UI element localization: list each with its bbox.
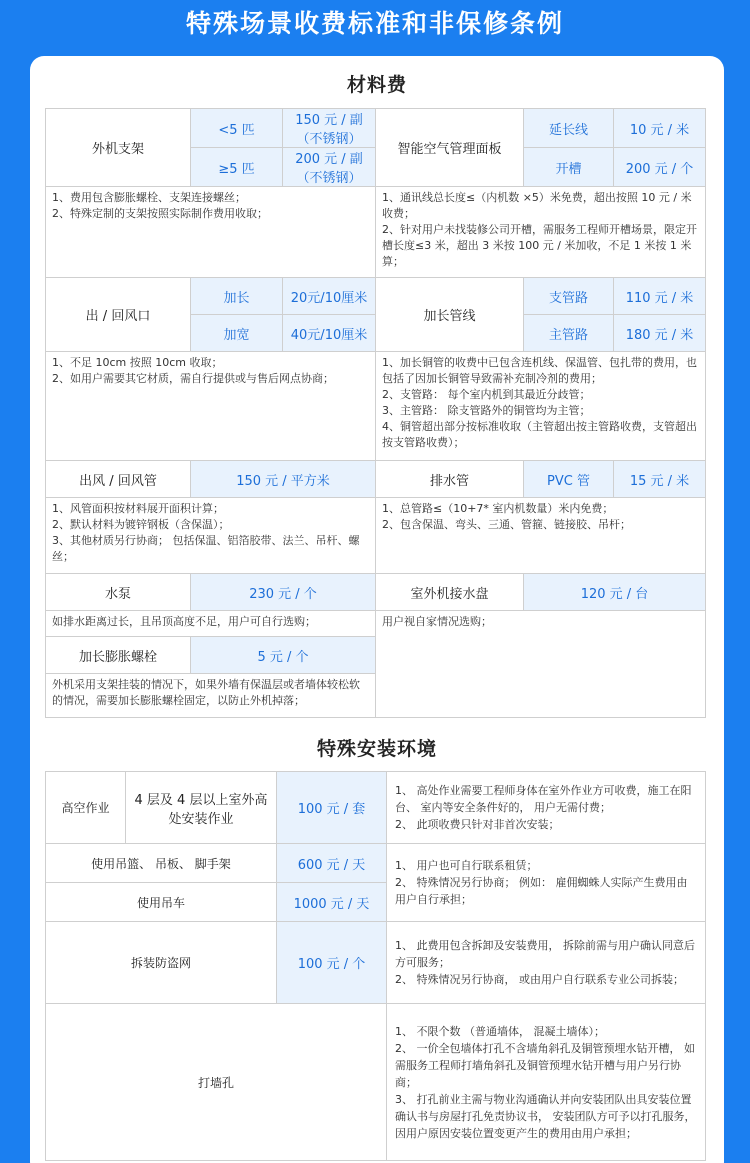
note-line: 用户视自家情况选购； xyxy=(382,615,492,628)
bracket-opt1-price: 150 元 / 副（不锈钢） xyxy=(283,109,376,148)
panel-label: 智能空气管理面板 xyxy=(376,109,524,187)
pipe-opt2-name: 主管路 xyxy=(524,315,614,352)
vent-label: 出 / 回风口 xyxy=(46,278,191,352)
note-line: 2、针对用户未找装修公司开槽，需服务工程师开槽场景，限定开槽长度≤3 米，超出 3 米按 100 元 / 米加收，不足 1 米按 1 米算； xyxy=(382,223,697,268)
vent-notes xyxy=(46,352,376,461)
duct-label: 出风 / 回风管 xyxy=(46,461,191,498)
high-notes xyxy=(387,772,706,844)
note-line: 3、其他材质另行协商； 包括保温、铝箔胶带、法兰、吊杆、螺丝； xyxy=(52,534,360,563)
bracket-opt2-name: ≥5 匹 xyxy=(191,148,283,187)
drill-notes xyxy=(387,1004,706,1161)
panel-notes xyxy=(376,187,706,278)
pipe-opt2-price: 180 元 / 米 xyxy=(614,315,706,352)
drain-label: 排水管 xyxy=(376,461,524,498)
duct-price: 150 元 / 平方米 xyxy=(191,461,376,498)
pump-price: 230 元 / 个 xyxy=(191,574,376,611)
panel-opt2-price: 200 元 / 个 xyxy=(614,148,706,187)
note-line: 2、包含保温、弯头、三通、管箍、链接胶、吊杆； xyxy=(382,518,631,531)
section-title-materials: 材料费 xyxy=(346,74,407,96)
high-label: 高空作业 xyxy=(46,772,126,844)
pipe-opt1-price: 110 元 / 米 xyxy=(614,278,706,315)
bracket-notes xyxy=(46,187,376,278)
vent-opt2-price: 40元/10厘米 xyxy=(283,315,376,352)
high-sub: 4 层及 4 层以上室外高处安装作业 xyxy=(126,772,277,844)
bolt-price: 5 元 / 个 xyxy=(191,637,376,674)
panel-opt2-name: 开槽 xyxy=(524,148,614,187)
drain-price: 15 元 / 米 xyxy=(614,461,706,498)
bolt-notes xyxy=(46,674,376,718)
tray-label: 室外机接水盘 xyxy=(376,574,524,611)
content-card xyxy=(30,56,724,1163)
note-line: 2、 特殊情况另行协商； 例如： 雇佣蜘蛛人实际产生费用由用户自行承担； xyxy=(395,876,688,906)
pipe-opt1-name: 支管路 xyxy=(524,278,614,315)
drill-label: 打墙孔 xyxy=(46,1004,387,1161)
note-line: 2、默认材料为镀锌钢板（含保温）； xyxy=(52,518,230,531)
scaffold-label: 使用吊篮、 吊板、 脚手架 xyxy=(46,844,277,883)
special-table xyxy=(45,771,706,1161)
note-line: 1、通讯线总长度≤（内机数 ×5）米免费，超出按照 10 元 / 米收费； xyxy=(382,191,692,220)
drain-notes xyxy=(376,498,706,574)
note-line: 3、 打孔前业主需与物业沟通确认并向安装团队出具安装位置确认书与房屋打孔免责协议书， 安装团队方可予以打孔服务， 因用户原因安装位置变更产生的费用由用户承担； xyxy=(395,1092,696,1140)
vent-opt1-price: 20元/10厘米 xyxy=(283,278,376,315)
bracket-opt1-name: <5 匹 xyxy=(191,109,283,148)
bolt-label: 加长膨胀螺栓 xyxy=(46,637,191,674)
note-line: 2、 一价全包墙体打孔不含墙角斜孔及铜管预埋水钻开槽， 如需服务工程师打墙角斜孔及铜管预埋水钻开槽与用户另行协商； xyxy=(395,1041,695,1089)
note-line: 1、加长铜管的收费中已包含连机线、保温管、包扎带的费用，也包括了因加长铜管导致需补充制冷剂的费用； xyxy=(382,356,697,385)
pump-notes xyxy=(46,611,376,637)
tray-price: 120 元 / 台 xyxy=(524,574,706,611)
vent-opt2-name: 加宽 xyxy=(191,315,283,352)
note-line: 2、 特殊情况另行协商， 或由用户自行联系专业公司拆装； xyxy=(395,973,684,986)
bracket-label: 外机支架 xyxy=(46,109,191,187)
panel-opt1-name: 延长线 xyxy=(524,109,614,148)
note-line: 如排水距离过长，且吊顶高度不足，用户可自行选购； xyxy=(52,615,316,628)
note-line: 1、 高处作业需要工程师身体在室外作业方可收费，施工在阳台、 室内等安全条件好的， 用户无需付费； xyxy=(395,784,692,814)
tray-notes xyxy=(376,611,706,718)
note-line: 2、特殊定制的支架按照实际制作费用收取； xyxy=(52,207,268,220)
note-line: 1、总管路≤（10+7* 室内机数量）米内免费； xyxy=(382,502,614,515)
note-line: 1、不足 10cm 按照 10cm 收取； xyxy=(52,356,223,369)
crane-price: 1000 元 / 天 xyxy=(277,883,387,922)
pump-label: 水泵 xyxy=(46,574,191,611)
net-price: 100 元 / 个 xyxy=(277,922,387,1004)
note-line: 1、风管面积按材料展开面积计算； xyxy=(52,502,224,515)
scaffold-price: 600 元 / 天 xyxy=(277,844,387,883)
net-label: 拆装防盗网 xyxy=(46,922,277,1004)
crane-label: 使用吊车 xyxy=(46,883,277,922)
duct-notes xyxy=(46,498,376,574)
section-title-special: 特殊安装环境 xyxy=(316,738,437,760)
note-line: 2、支管路： 每个室内机到其最近分歧管； xyxy=(382,388,591,401)
note-line: 1、 此费用包含拆卸及安装费用， 拆除前需与用户确认同意后方可服务； xyxy=(395,939,695,969)
note-line: 2、如用户需要其它材质，需自行提供或与售后网点协商； xyxy=(52,372,334,385)
pipe-notes xyxy=(376,352,706,461)
note-line: 1、 不限个数 （普通墙体， 混凝土墙体）； xyxy=(395,1024,605,1038)
materials-table xyxy=(45,108,706,718)
crane-notes xyxy=(387,844,706,922)
note-line: 2、 此项收费只针对非首次安装； xyxy=(395,818,560,831)
vent-opt1-name: 加长 xyxy=(191,278,283,315)
panel-opt1-price: 10 元 / 米 xyxy=(614,109,706,148)
note-line: 4、铜管超出部分按标准收取（主管超出按主管路收费，支管超出按支管路收费）； xyxy=(382,420,697,449)
note-line: 1、 用户也可自行联系租赁； xyxy=(395,859,538,872)
bracket-opt2-price: 200 元 / 副（不锈钢） xyxy=(283,148,376,187)
note-line: 1、费用包含膨胀螺栓、支架连接螺丝； xyxy=(52,191,246,204)
page-title: 特殊场景收费标准和非保修条例 xyxy=(185,9,564,38)
pipe-label: 加长管线 xyxy=(376,278,524,352)
drain-opt-name: PVC 管 xyxy=(524,461,614,498)
net-notes xyxy=(387,922,706,1004)
note-line: 外机采用支架挂装的情况下，如果外墙有保温层或者墙体较松软的情况，需要加长膨胀螺栓固定，以防止外机掉落； xyxy=(52,678,360,707)
note-line: 3、主管路： 除支管路外的铜管均为主管； xyxy=(382,404,591,417)
high-price: 100 元 / 套 xyxy=(277,772,387,844)
